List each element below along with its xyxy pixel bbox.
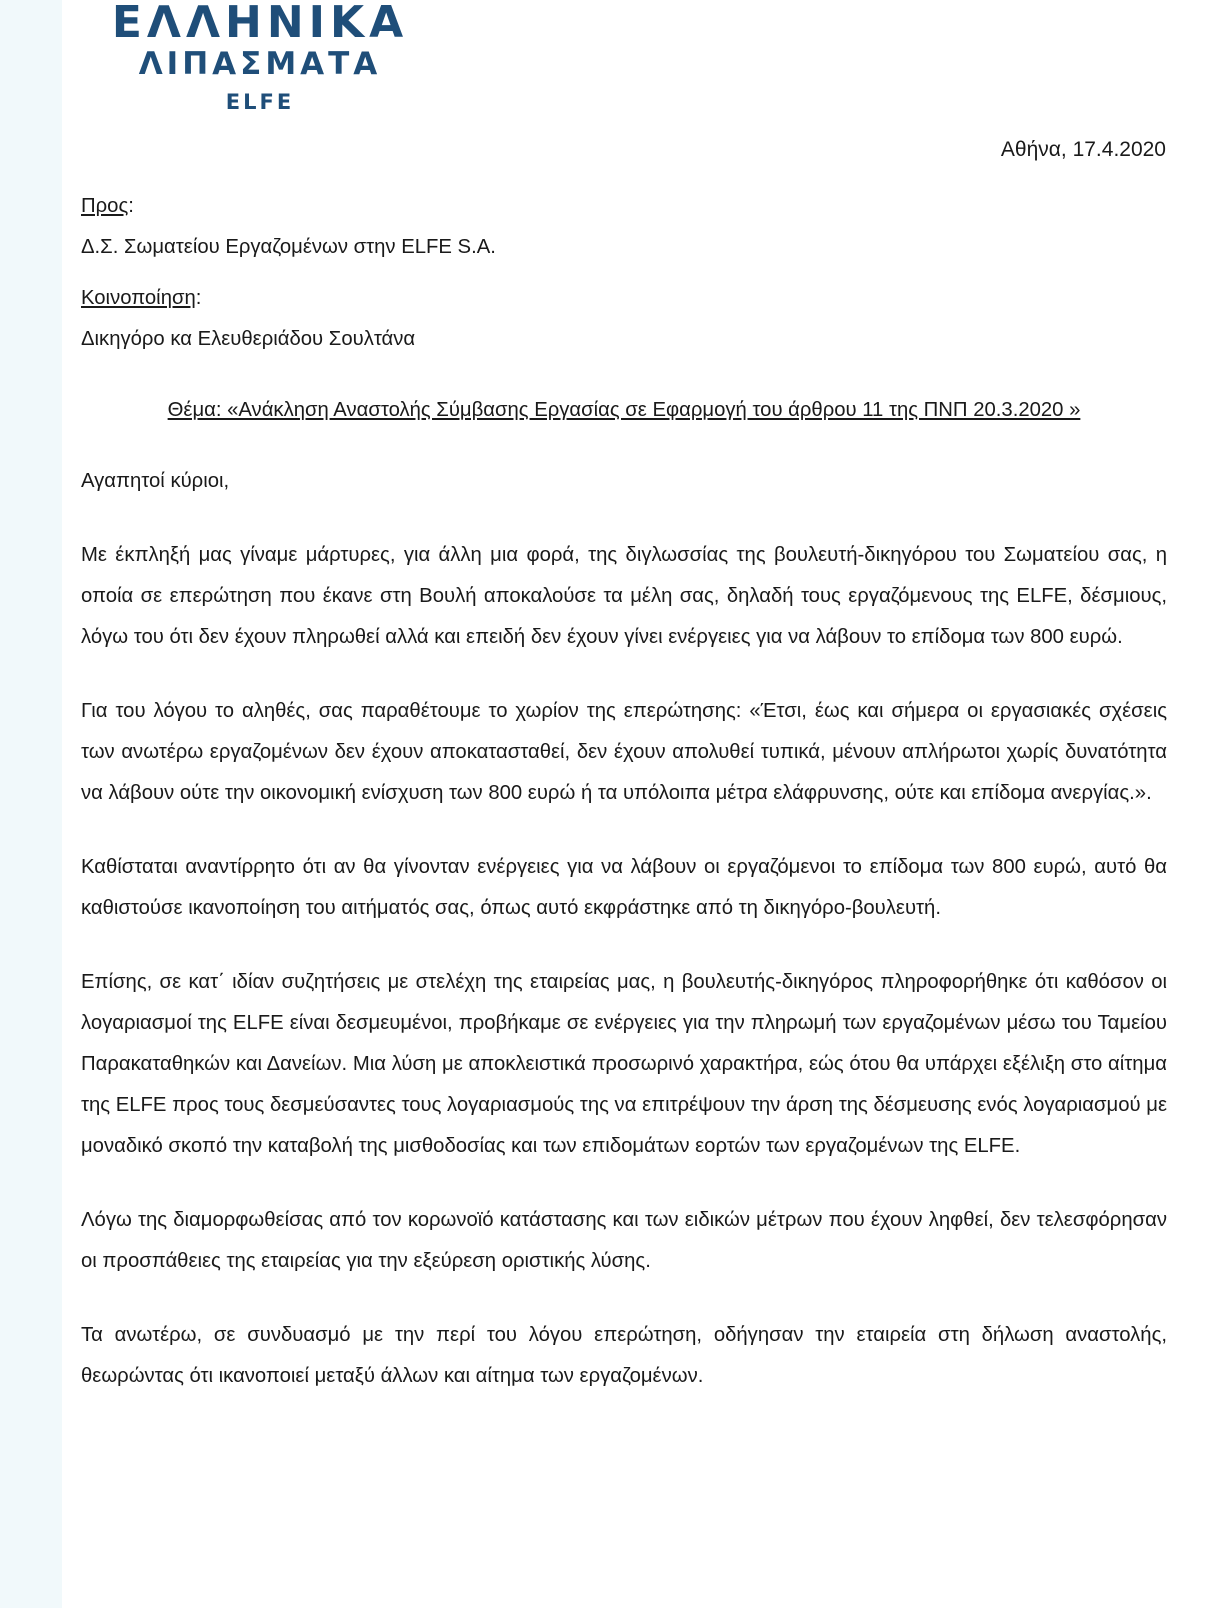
paragraph-4: Επίσης, σε κατ΄ ιδίαν συζητήσεις με στελέχη της εταιρείας μας, η βουλευτής-δικηγόρος πληροφορήθηκε ότι καθόσον οι λογαριασμοί της ELFE είναι δεσμευμένοι, προβήκαμε σε ενέργειες για την πληρωμή των εργαζομένων μέσω του Ταμείου Παρακαταθηκών και Δανείων. Μια λύση με αποκλειστικά προσωρινό χαρακτήρα, εώς ότου θα υπάρχει εξέλιξη στο αίτημα της ELFE προς τους δεσμεύσαντες τους λογαριασμούς της να επιτρέψουν την άρση της δέσμευσης ενός λογαριασμού με μοναδικό σκοπό την καταβολή της μισθοδοσίας και των επιδομάτων εορτών των εργαζομένων της ELFE. <box>81 971 1167 1157</box>
cc-block: Κοινοποίηση: <box>81 287 202 309</box>
logo-line-2: ΛΙΠΑΣΜΑΤΑ <box>138 46 382 82</box>
paragraph-2: Για του λόγου το αληθές, σας παραθέτουμε το χωρίον της επερώτησης: «Έτσι, έως και σήμερα οι εργασιακές σχέσεις των ανωτέρω εργαζομένων δεν έχουν αποκατασταθεί, δεν έχουν απολυθεί τυπικά, μένουν απλήρωτοι χωρίς δυνατότητα να λάβουν ούτε την οικονομική ενίσχυση των 800 ευρώ ή τα υπόλοιπα μέτρα ελάφρυνσης, ούτε και επίδομα ανεργίας.». <box>81 700 1167 804</box>
paragraph-3: Καθίσταται αναντίρρητο ότι αν θα γίνονταν ενέργειες για να λάβουν οι εργαζόμενοι το επίδομα των 800 ευρώ, αυτό θα καθιστούσε ικανοποίηση του αιτήματός σας, όπως αυτό εκφράστηκε από τη δικηγόρο-βουλευτή. <box>81 856 1167 919</box>
recipient-value: Δ.Σ. Σωματείου Εργαζομένων στην ELFE S.A. <box>81 236 496 258</box>
paragraph-1: Με έκπληξή μας γίναμε μάρτυρες, για άλλη μια φορά, της διγλωσσίας της βουλευτή-δικηγόρου του Σωματείου σας, η οποία σε επερώτηση που έκανε στη Βουλή αποκαλούσε τα μέλη σας, δηλαδή τους εργαζόμενους της ELFE, δέσμιους, λόγω του ότι δεν έχουν πληρωθεί αλλά και επειδή δεν έχουν γίνει ενέργειες για να λάβουν το επίδομα των 800 ευρώ. <box>81 544 1167 648</box>
paragraph-6: Τα ανωτέρω, σε συνδυασμό με την περί του λόγου επερώτηση, οδήγησαν την εταιρεία στη δήλωση αναστολής, θεωρώντας ότι ικανοποιεί μεταξύ άλλων και αίτημα των εργαζομένων. <box>81 1324 1167 1387</box>
logo-line-1: ΕΛΛΗΝΙΚΑ <box>111 0 409 48</box>
paragraph-5: Λόγω της διαμορφωθείσας από τον κορωνοϊό κατάστασης και των ειδικών μέτρων που έχουν ληφθεί, δεν τελεσφόρησαν οι προσπάθειες της εταιρείας για την εξεύρεση οριστικής λύσης. <box>81 1209 1167 1272</box>
cc-value: Δικηγόρο κα Ελευθεριάδου Σουλτάνα <box>81 328 416 350</box>
letter-body <box>81 186 1167 1397</box>
letter-date: Αθήνα, 17.4.2020 <box>1000 138 1166 161</box>
greeting: Αγαπητοί κύριοι, <box>81 470 230 492</box>
company-logo <box>100 0 420 115</box>
logo-line-3: ELFE <box>225 90 295 114</box>
cc-label: Κοινοποίηση <box>81 287 196 309</box>
recipient-block: Προς: <box>81 195 134 217</box>
letter-subject: Θέμα: «Ανάκληση Αναστολής Σύμβασης Εργασίας σε Εφαρμογή του άρθρου 11 της ΠΝΠ 20.3.2020 » <box>167 399 1081 421</box>
page-left-margin-shade <box>0 0 62 1608</box>
recipient-label: Προς <box>81 195 129 217</box>
